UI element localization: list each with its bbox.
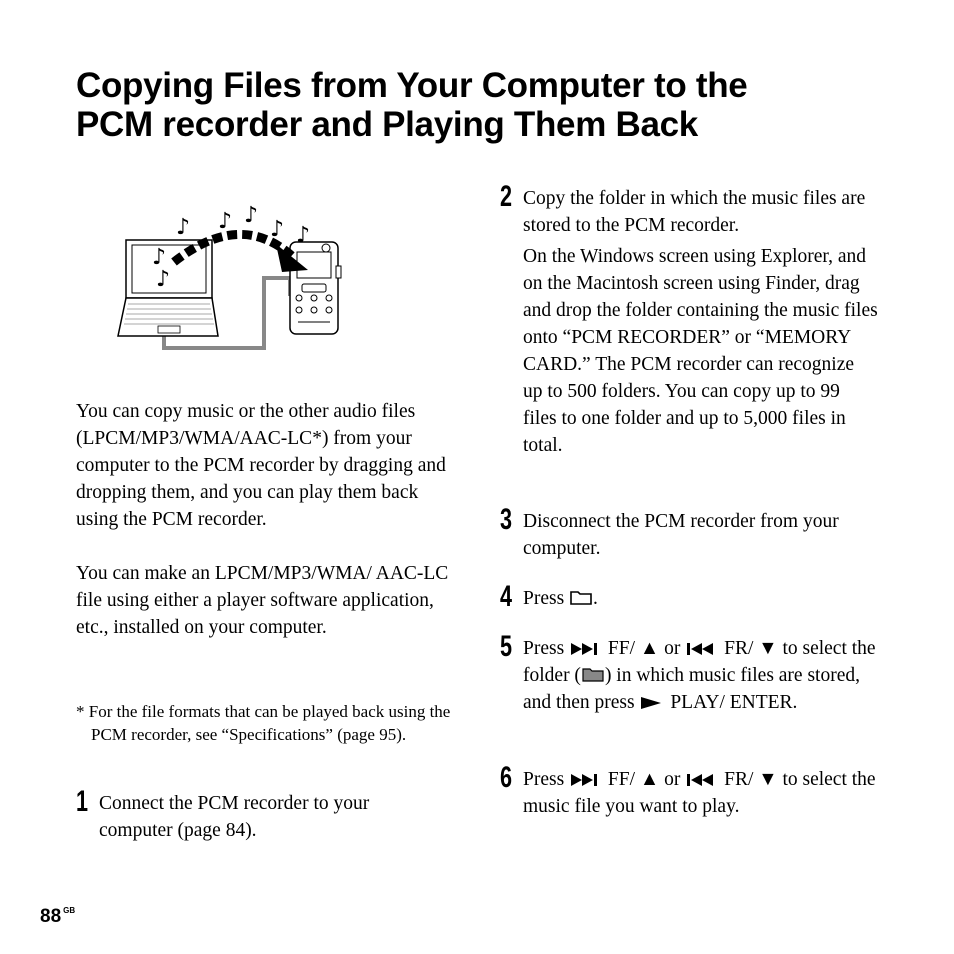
fast-forward-icon [569, 773, 603, 787]
step-4-end: . [593, 588, 598, 609]
folder-button-icon [569, 588, 593, 606]
svg-text:♪: ♪ [270, 217, 285, 242]
svg-text:♪: ♪ [156, 267, 171, 292]
fr-label: FR/ [724, 769, 754, 790]
or-label: or [664, 769, 681, 790]
play-icon [639, 696, 665, 710]
footnote-mark: * [76, 702, 85, 721]
down-arrow-icon: ▼ [758, 638, 778, 659]
copy-illustration [112, 200, 352, 358]
step-5-middle: ) in which music files are stored, and then press [523, 665, 860, 713]
play-enter-label: PLAY/ ENTER. [670, 692, 798, 713]
step-number: 5 [500, 630, 513, 663]
page-title-line1: Copying Files from Your Computer to the [76, 66, 748, 105]
page-title-line2: PCM recorder and Playing Them Back [76, 105, 698, 144]
step-text: Copy the folder in which the music files are stored to the PCM recorder. [523, 188, 866, 236]
down-arrow-icon: ▼ [758, 769, 778, 790]
up-arrow-icon: ▲ [639, 769, 660, 790]
select-label: to select the music file you want to play. [523, 769, 876, 817]
or-label: or [664, 638, 681, 659]
step-text: Disconnect the PCM recorder from your computer. [523, 511, 839, 559]
page-number-value: 88 [40, 906, 62, 927]
rewind-icon [685, 642, 719, 656]
step-number: 6 [500, 761, 513, 794]
footnote [76, 700, 456, 746]
folder-icon [581, 665, 605, 683]
up-arrow-icon: ▲ [639, 638, 660, 659]
step-number: 1 [76, 785, 89, 818]
step-text: Connect the PCM recorder to your computer (page 84). [99, 793, 370, 841]
svg-text:♪: ♪ [176, 215, 191, 240]
intro-paragraph-1: You can copy music or the other audio files (LPCM/MP3/WMA/AAC-LC*) from your computer to the PCM recorder by dragging and dropping them, and you can play them back using the PCM recorder. [76, 401, 446, 530]
svg-text:♪: ♪ [244, 203, 259, 228]
svg-text:♪: ♪ [152, 245, 167, 270]
step-number: 2 [500, 180, 513, 213]
ff-label: FF/ [607, 769, 636, 790]
rewind-icon [685, 773, 719, 787]
step-number: 4 [500, 580, 513, 613]
svg-text:♪: ♪ [296, 223, 311, 248]
fr-label: FR/ [724, 638, 754, 659]
svg-text:♪: ♪ [218, 209, 233, 234]
page-number [40, 906, 75, 928]
press-label: Press [523, 769, 565, 790]
step-detail: On the Windows screen using Explorer, and on the Macintosh screen using Finder, drag and drop the folder containing the music files onto “PCM RECORDER” or “MEMORY CARD.” The PCM recorder can recognize up to 500 folders. You can copy up to 99 files to one folder and up to 5,000 files in total. [523, 246, 878, 456]
footnote-text: For the file formats that can be played back using the PCM recorder, see “Specifications” (page 95). [88, 702, 451, 744]
fast-forward-icon [569, 642, 603, 656]
select-label: to select the folder ( [523, 638, 876, 686]
intro-paragraph-2: You can make an LPCM/MP3/WMA/ AAC-LC file using either a player software application, etc., installed on your computer. [76, 563, 449, 638]
ff-label: FF/ [607, 638, 636, 659]
press-label: Press [523, 588, 565, 609]
page-region: GB [63, 906, 76, 915]
step-number: 3 [500, 503, 513, 536]
page-title [76, 66, 896, 144]
press-label: Press [523, 638, 565, 659]
